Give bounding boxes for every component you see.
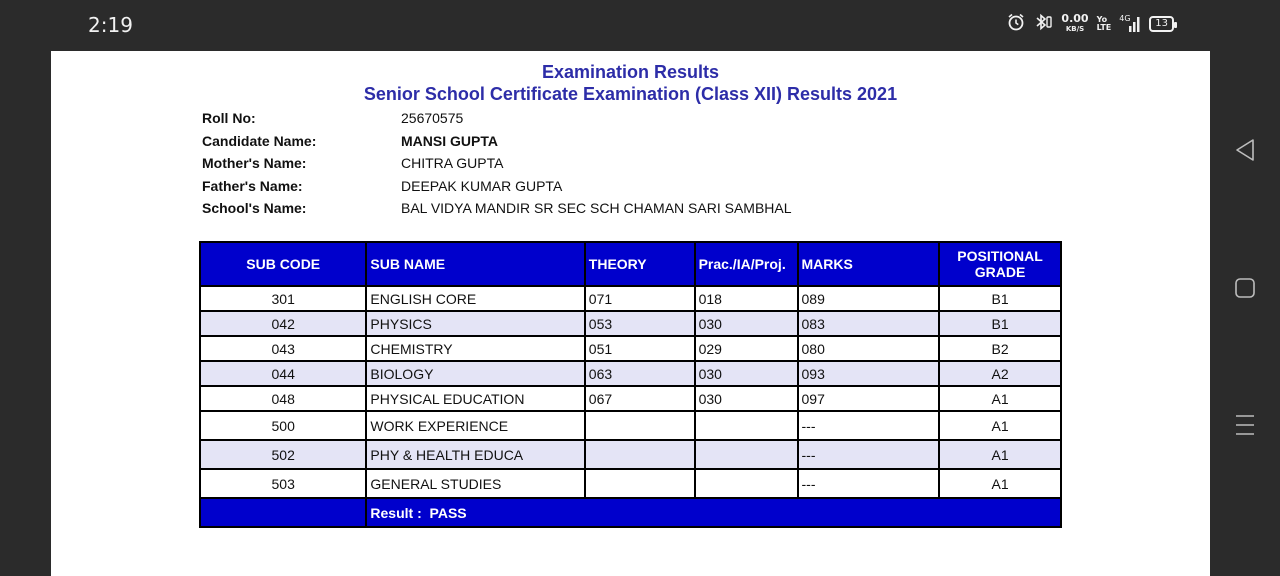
table-row: [200, 311, 1061, 336]
back-button[interactable]: [1210, 138, 1280, 167]
table-row: [200, 440, 1061, 469]
marks-cell: 089: [798, 286, 940, 311]
page-subtitle: Senior School Certificate Examination (Class XII) Results 2021: [363, 84, 898, 104]
col-header-grade-line2: GRADE: [974, 264, 1026, 280]
network-speed: [1061, 11, 1089, 34]
father-name-value: DEEPAK KUMAR GUPTA: [401, 178, 563, 194]
col-header-practical: Prac./IA/Proj.: [695, 242, 798, 286]
table-row: [200, 361, 1061, 386]
left-bezel: [0, 51, 51, 576]
sub-name-cell: ENGLISH CORE: [366, 286, 584, 311]
signal-icon: [1119, 15, 1141, 33]
sub-code-cell: 502: [200, 440, 366, 469]
father-name-label: Father's Name:: [202, 178, 303, 194]
result-cell: [366, 498, 1061, 527]
grade-cell: A2: [939, 361, 1061, 386]
practical-cell: 030: [695, 386, 798, 411]
sub-name-cell: GENERAL STUDIES: [366, 469, 584, 498]
sub-code-cell: 042: [200, 311, 366, 336]
mother-name-label: Mother's Name:: [202, 155, 307, 171]
practical-cell: [695, 440, 798, 469]
back-icon: [1234, 138, 1256, 167]
grade-cell: A1: [939, 469, 1061, 498]
marks-cell: ---: [798, 469, 940, 498]
practical-cell: [695, 469, 798, 498]
sub-name-cell: BIOLOGY: [366, 361, 584, 386]
theory-cell: 051: [585, 336, 695, 361]
theory-cell: 067: [585, 386, 695, 411]
grade-cell: A1: [939, 440, 1061, 469]
results-page: [51, 51, 1210, 576]
grade-cell: B1: [939, 311, 1061, 336]
status-icons: [1007, 13, 1174, 34]
sub-code-cell: 044: [200, 361, 366, 386]
col-header-grade-line1: POSITIONAL: [957, 248, 1043, 264]
result-row: [200, 498, 1061, 527]
sub-name-cell: WORK EXPERIENCE: [366, 411, 584, 440]
battery-icon: 13: [1149, 16, 1174, 32]
col-header-marks: MARKS: [798, 242, 940, 286]
table-row: [200, 469, 1061, 498]
theory-cell: 053: [585, 311, 695, 336]
candidate-name-value: MANSI GUPTA: [401, 133, 498, 149]
school-name-label: School's Name:: [202, 200, 307, 216]
roll-no-label: Roll No:: [202, 110, 256, 126]
table-row: [200, 286, 1061, 311]
sub-code-cell: 048: [200, 386, 366, 411]
bluetooth-icon: [1033, 13, 1053, 34]
theory-cell: 071: [585, 286, 695, 311]
candidate-name-label: Candidate Name:: [202, 133, 317, 149]
grade-cell: A1: [939, 411, 1061, 440]
practical-cell: 018: [695, 286, 798, 311]
recents-icon: [1234, 413, 1256, 442]
result-spacer: [200, 498, 366, 527]
marks-cell: ---: [798, 411, 940, 440]
sub-name-cell: PHYSICAL EDUCATION: [366, 386, 584, 411]
theory-cell: [585, 411, 695, 440]
status-time: 2:19: [88, 13, 133, 37]
sub-code-cell: 301: [200, 286, 366, 311]
marks-cell: 083: [798, 311, 940, 336]
theory-cell: 063: [585, 361, 695, 386]
page-title: Examination Results: [541, 62, 720, 82]
grade-cell: B1: [939, 286, 1061, 311]
col-header-sub-name: SUB NAME: [366, 242, 584, 286]
volte-indicator: [1097, 16, 1112, 32]
network-speed-value: 0.00: [1061, 11, 1089, 25]
col-header-sub-code: SUB CODE: [200, 242, 366, 286]
marks-cell: 080: [798, 336, 940, 361]
results-table: [199, 241, 1062, 528]
marks-cell: 097: [798, 386, 940, 411]
table-row: [200, 386, 1061, 411]
volte-top: Yo: [1096, 14, 1108, 24]
sub-name-cell: CHEMISTRY: [366, 336, 584, 361]
sub-code-cell: 500: [200, 411, 366, 440]
school-name-value: BAL VIDYA MANDIR SR SEC SCH CHAMAN SARI SAMBHAL: [401, 200, 792, 216]
practical-cell: 030: [695, 311, 798, 336]
grade-cell: B2: [939, 336, 1061, 361]
result-label: Result :: [370, 504, 422, 521]
roll-no-value: 25670575: [401, 110, 464, 126]
practical-cell: [695, 411, 798, 440]
home-button[interactable]: [1210, 277, 1280, 304]
sub-name-cell: PHY & HEALTH EDUCA: [366, 440, 584, 469]
navigation-bar: [1210, 0, 1280, 576]
col-header-theory: THEORY: [585, 242, 695, 286]
home-icon: [1234, 277, 1256, 304]
theory-cell: [585, 469, 695, 498]
recents-button[interactable]: [1210, 413, 1280, 442]
sub-code-cell: 043: [200, 336, 366, 361]
table-row: [200, 411, 1061, 440]
practical-cell: 029: [695, 336, 798, 361]
network-speed-unit: KB/S: [1065, 24, 1085, 33]
practical-cell: 030: [695, 361, 798, 386]
table-header-row: [200, 242, 1061, 286]
signal-type-label: 4G: [1119, 13, 1131, 23]
theory-cell: [585, 440, 695, 469]
grade-cell: A1: [939, 386, 1061, 411]
marks-cell: 093: [798, 361, 940, 386]
sub-code-cell: 503: [200, 469, 366, 498]
status-bar: [0, 0, 1210, 51]
alarm-icon: [1007, 13, 1025, 34]
mother-name-value: CHITRA GUPTA: [401, 155, 504, 171]
volte-bottom: LTE: [1096, 22, 1112, 32]
table-row: [200, 336, 1061, 361]
sub-name-cell: PHYSICS: [366, 311, 584, 336]
marks-cell: ---: [798, 440, 940, 469]
result-value: PASS: [429, 504, 467, 521]
col-header-grade: [939, 242, 1061, 286]
